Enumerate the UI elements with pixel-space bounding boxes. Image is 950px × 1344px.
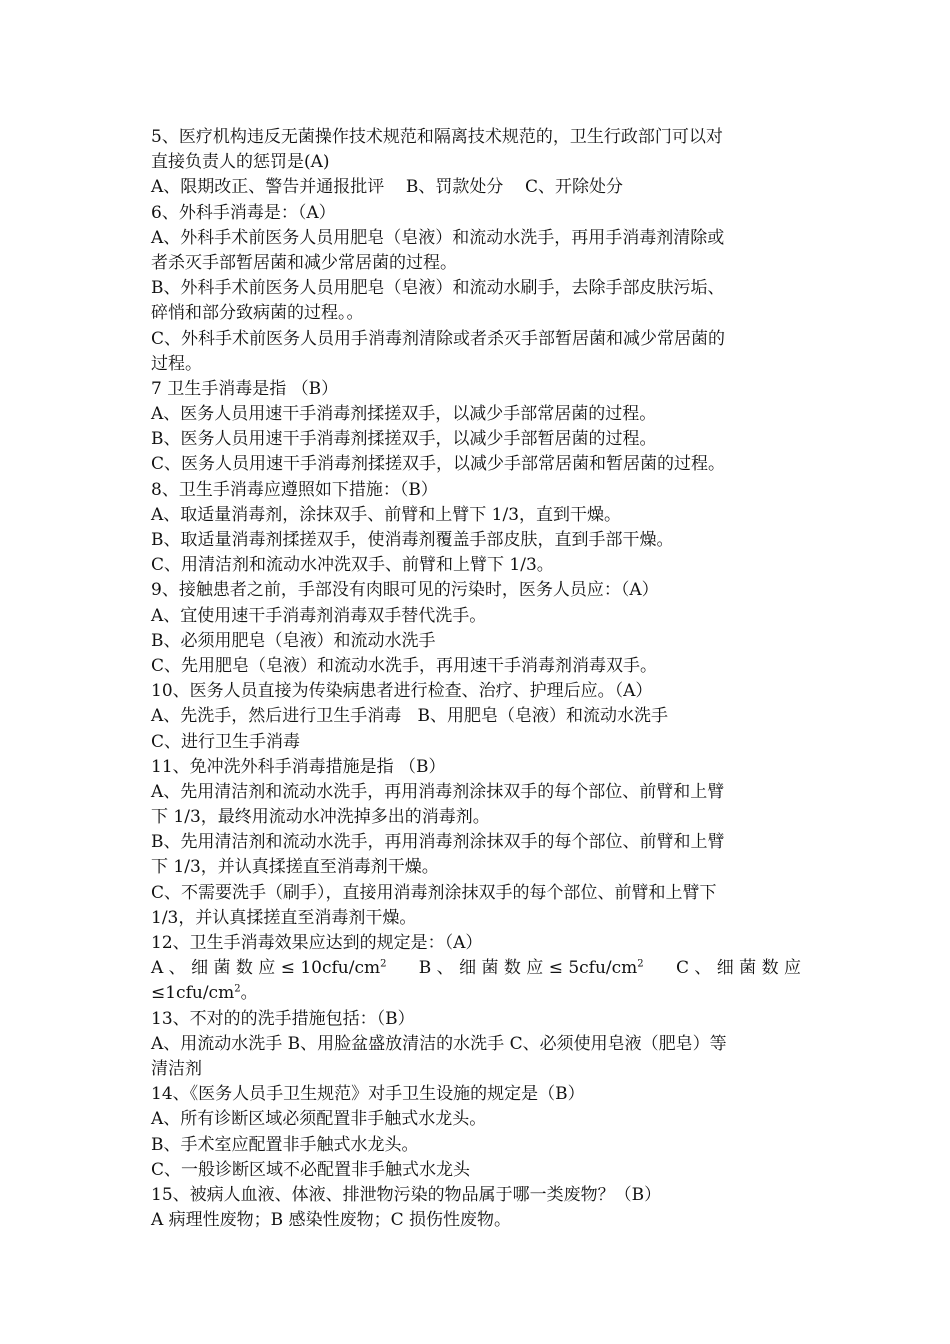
text-line: C、用清洁剂和流动水冲洗双手、前臂和上臂下 1/3。 — [151, 555, 554, 576]
document-page — [151, 125, 801, 1233]
q12-option-b — [419, 956, 644, 981]
text-line: B、必须用肥皂（皂液）和流动水洗手 — [151, 630, 436, 651]
text-line: 8、卫生手消毒应遵照如下措施：（B） — [151, 479, 438, 500]
text-line: 5、医疗机构违反无菌操作技术规范和隔离技术规范的，卫生行政部门可以对 — [151, 127, 723, 147]
q12-option-a-text: A 、 细 菌 数 应 ≤ 10cfu/cm — [151, 958, 381, 979]
superscript: 2 — [380, 958, 387, 970]
text-line: A、医务人员用速干手消毒剂揉搓双手，以减少手部常居菌的过程。 — [151, 404, 657, 425]
q12-option-a — [151, 956, 387, 981]
text-line: C、一般诊断区域不必配置非手触式水龙头 — [151, 1159, 471, 1180]
text-line: 12、卫生手消毒效果应达到的规定是：（A） — [151, 933, 483, 953]
text-line: B、先用清洁剂和流动水洗手，再用消毒剂涂抹双手的每个部位、前臂和上臂 — [151, 832, 725, 853]
text-line: A 病理性废物；B 感染性废物；C 损伤性废物。 — [151, 1210, 511, 1231]
text-line: 15、被病人血液、体液、排泄物污染的物品属于哪一类废物？（B） — [151, 1184, 662, 1205]
text-line: 7 卫生手消毒是指 （B） — [151, 378, 339, 399]
superscript: 2 — [637, 958, 644, 970]
text-line: 下 1/3，并认真揉搓直至消毒剂干燥。 — [151, 857, 439, 878]
text-line: 9、接触患者之前，手部没有肉眼可见的污染时，医务人员应：（A） — [151, 580, 659, 601]
q12-option-b-text: B 、 细 菌 数 应 ≤ 5cfu/cm — [418, 958, 638, 979]
text-line: B、医务人员用速干手消毒剂揉搓双手，以减少手部暂居菌的过程。 — [151, 429, 657, 450]
text-line: 13、不对的的洗手措施包括：（B） — [151, 1008, 415, 1029]
superscript: 2 — [234, 983, 241, 995]
text-line: 下 1/3，最终用流动水冲洗掉多出的消毒剂。 — [151, 807, 490, 828]
text-line: A、限期改正、警告并通报批评 B、罚款处分 C、开除处分 — [151, 177, 624, 198]
text-line: B、外科手术前医务人员用肥皂（皂液）和流动水刷手，去除手部皮肤污垢、 — [151, 278, 725, 299]
text-line: 1/3，并认真揉搓直至消毒剂干燥。 — [151, 907, 417, 928]
q12-option-c-value: ≤1cfu/cm — [151, 983, 235, 1004]
text-line: A、先用清洁剂和流动水洗手，再用消毒剂涂抹双手的每个部位、前臂和上臂 — [151, 781, 725, 802]
text-line: A、用流动水洗手 B、用脸盆盛放清洁的水洗手 C、必须使用皂液（肥皂）等 — [151, 1033, 727, 1054]
text-line: C、先用肥皂（皂液）和流动水洗手，再用速干手消毒剂消毒双手。 — [151, 655, 658, 676]
text-line: 者杀灭手部暂居菌和减少常居菌的过程。 — [151, 252, 457, 273]
text-line: 14、《医务人员手卫生规范》对手卫生设施的规定是（B） — [151, 1084, 585, 1105]
text-line: 6、外科手消毒是：（A） — [151, 202, 336, 223]
text-line: 过程。 — [151, 353, 202, 374]
text-line: A、所有诊断区域必须配置非手触式水龙头。 — [151, 1109, 487, 1130]
text-line: A、取适量消毒剂，涂抹双手、前臂和上臂下 1/3，直到干燥。 — [151, 504, 622, 525]
text-line: C、外科手术前医务人员用手消毒剂清除或者杀灭手部暂居菌和减少常居菌的 — [151, 328, 726, 349]
text-line: C、医务人员用速干手消毒剂揉搓双手，以减少手部常居菌和暂居菌的过程。 — [151, 454, 726, 475]
text-line: A、外科手术前医务人员用肥皂（皂液）和流动水洗手，再用手消毒剂清除或 — [151, 227, 725, 248]
text-line: 11、免冲洗外科手消毒措施是指 （B） — [151, 756, 446, 777]
q12-options-line-2 — [151, 981, 801, 1006]
text-line: 10、医务人员直接为传染病患者进行检查、治疗、护理后应。（A） — [151, 681, 653, 702]
text-line: B、手术室应配置非手触式水龙头。 — [151, 1134, 419, 1155]
text-line: B、取适量消毒剂揉搓双手，使消毒剂覆盖手部皮肤，直到手部干燥。 — [151, 530, 674, 550]
q12-option-c: C 、 细 菌 数 应 — [675, 958, 801, 979]
text-line: A、先洗手，然后进行卫生手消毒 B、用肥皂（皂液）和流动水洗手 — [151, 706, 668, 727]
q12-options-line — [151, 956, 801, 981]
text-line: 清洁剂 — [151, 1058, 202, 1079]
text-line: 碎悄和部分致病菌的过程。。 — [151, 303, 364, 324]
text-line: C、进行卫生手消毒 — [151, 731, 301, 752]
text-line: 直接负责人的惩罚是(A) — [151, 152, 330, 173]
text-line: C、不需要洗手（刷手），直接用消毒剂涂抹双手的每个部位、前臂和上臂下 — [151, 882, 717, 903]
text-line: A、宜使用速干手消毒剂消毒双手替代洗手。 — [151, 605, 487, 626]
punctuation: 。 — [240, 983, 258, 1004]
